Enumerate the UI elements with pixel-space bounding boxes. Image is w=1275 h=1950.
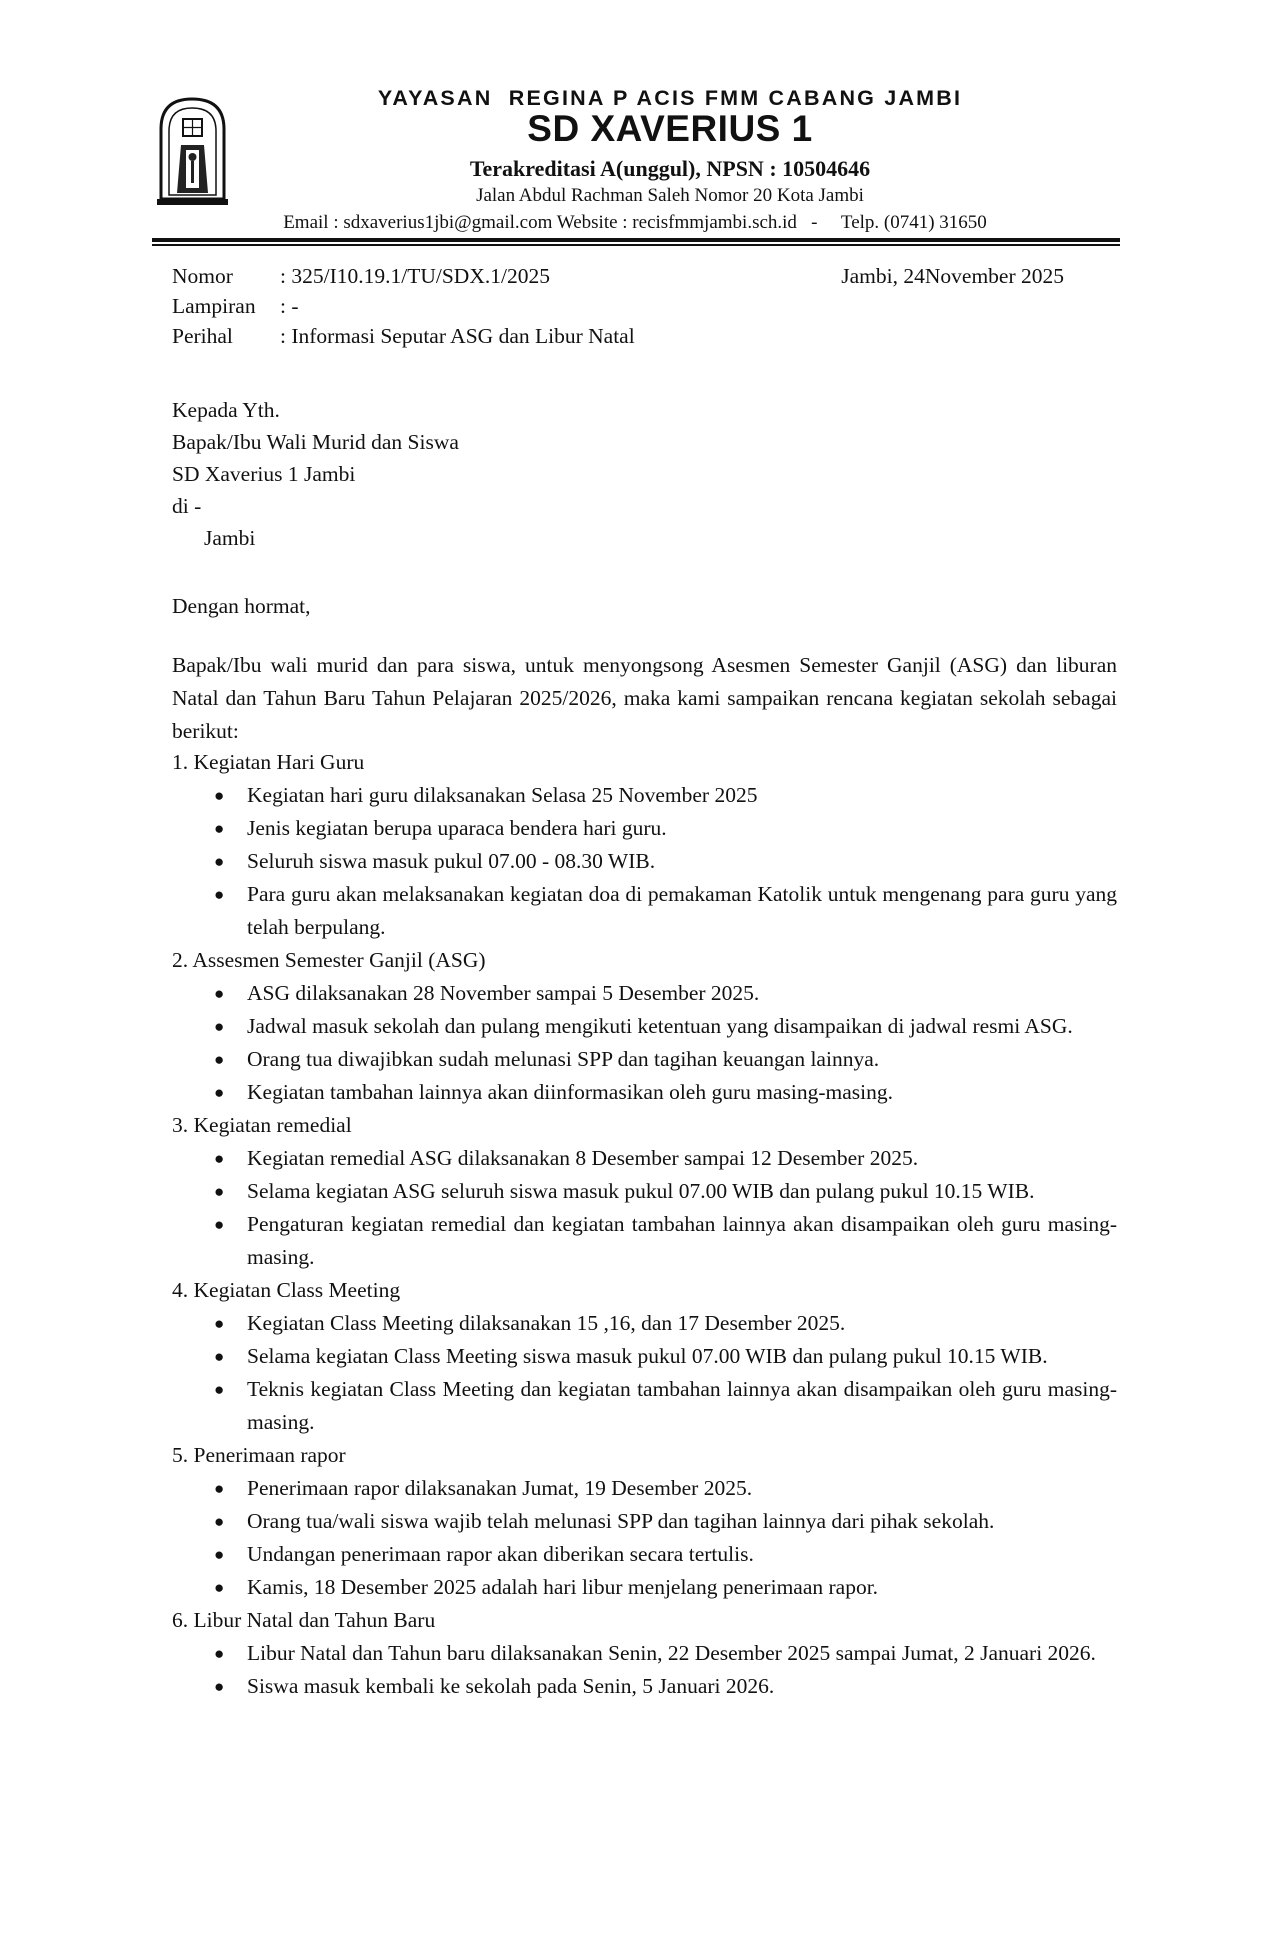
section-title-text: Kegiatan Class Meeting [193,1278,401,1302]
section-title [172,1274,1117,1307]
recipient-line: SD Xaverius 1 Jambi [172,462,356,486]
section-title [172,1439,1117,1472]
section-title-text: Libur Natal dan Tahun Baru [193,1608,436,1632]
bullet-icon: ● [214,1578,225,1597]
section [172,1274,1117,1439]
bullet-icon: ● [214,1347,225,1366]
list-item [214,1043,1117,1076]
section-title-text: Kegiatan Hari Guru [193,750,365,774]
section-title [172,1604,1117,1637]
bullet-icon: ● [214,1479,225,1498]
school-logo-emblem [155,95,230,207]
number-label: Nomor [172,264,233,288]
bullet-icon: ● [214,852,225,871]
list-item [214,1142,1117,1175]
meta-number-row [172,261,1092,291]
bullet-list [172,1637,1117,1703]
list-item-text: Orang tua/wali siswa wajib telah melunasi SPP dan tagihan lainnya dari pihak sekolah. [247,1509,995,1533]
list-item [214,1010,1117,1043]
bullet-icon: ● [214,1677,225,1696]
bullet-icon: ● [214,1644,225,1663]
letter-subject: : Informasi Seputar ASG dan Libur Natal [280,321,635,351]
attachment-value: : - [280,291,299,321]
section [172,944,1117,1109]
activity-sections [172,746,1117,1703]
list-item-text: Undangan penerimaan rapor akan diberikan secara tertulis. [247,1542,754,1566]
bullet-list [172,779,1117,944]
school-address: Jalan Abdul Rachman Saleh Nomor 20 Kota Jambi [476,185,864,206]
bullet-list [172,977,1117,1109]
section [172,1109,1117,1274]
bullet-icon: ● [214,984,225,1003]
bullet-list [172,1472,1117,1604]
intro-paragraph: Bapak/Ibu wali murid dan para siswa, untuk menyongsong Asesmen Semester Ganjil (ASG) dan liburan Natal dan Tahun Baru Tahun Pelajaran 2025/2026, maka kami sampaikan rencana kegiatan sekolah sebagai berikut: [172,653,1117,743]
list-item [214,1373,1117,1439]
bullet-icon: ● [214,1182,225,1201]
foundation-name: YAYASAN REGINA P ACIS FMM CABANG JAMBI [377,86,963,110]
list-item [214,1538,1117,1571]
section-number: 2 . [172,948,192,972]
list-item-text: Selama kegiatan ASG seluruh siswa masuk pukul 07.00 WIB dan pulang pukul 10.15 WIB. [247,1179,1035,1203]
recipient-block [172,394,459,554]
list-item [214,845,1117,878]
list-item-text: Kegiatan hari guru dilaksanakan Selasa 25 November 2025 [247,783,758,807]
recipient-line: Kepada Yth. [172,398,280,422]
section-number: 3 . [172,1113,194,1137]
recipient-city: Jambi [204,526,256,550]
list-item [214,1637,1117,1670]
list-item [214,1670,1117,1703]
list-item [214,812,1117,845]
bullet-list [172,1142,1117,1274]
letter-date: Jambi, 24November 2025 [841,264,1064,288]
letterhead-divider-thick [152,238,1120,242]
letterhead-divider-thin [152,244,1120,246]
list-item-text: Kamis, 18 Desember 2025 adalah hari libur menjelang penerimaan rapor. [247,1575,879,1599]
section [172,746,1117,944]
section [172,1604,1117,1703]
meta-subject-row [172,321,1092,351]
section-title-text: Kegiatan remedial [193,1113,352,1137]
section-number: 4 . [172,1278,194,1302]
section-number: 6 . [172,1608,194,1632]
subject-label: Perihal [172,324,233,348]
list-item-text: Kegiatan tambahan lainnya akan diinformasikan oleh guru masing-masing. [247,1080,894,1104]
section-title [172,1109,1117,1142]
list-item [214,1472,1117,1505]
bullet-icon: ● [214,1512,225,1531]
list-item-text: Selama kegiatan Class Meeting siswa masuk pukul 07.00 WIB dan pulang pukul 10.15 WIB. [247,1344,1048,1368]
bullet-icon: ● [214,1050,225,1069]
bullet-icon: ● [214,1017,225,1036]
bullet-icon: ● [214,885,225,904]
section-title-text: Assesmen Semester Ganjil (ASG) [192,948,486,972]
bullet-icon: ● [214,1149,225,1168]
list-item-text: Orang tua diwajibkan sudah melunasi SPP dan tagihan keuangan lainnya. [247,1047,880,1071]
list-item-text: Seluruh siswa masuk pukul 07.00 - 08.30 WIB. [247,849,656,873]
section-number: 5 . [172,1443,194,1467]
list-item-text: Para guru akan melaksanakan kegiatan doa di pemakaman Katolik untuk mengenang para guru yang telah berpulang. [247,882,1117,939]
list-item-text: Kegiatan remedial ASG dilaksanakan 8 Desember sampai 12 Desember 2025. [247,1146,919,1170]
list-item-text: Teknis kegiatan Class Meeting dan kegiatan tambahan lainnya akan disampaikan oleh guru masing-masing. [247,1377,1117,1434]
list-item-text: Pengaturan kegiatan remedial dan kegiatan tambahan lainnya akan disampaikan oleh guru masing-masing. [247,1212,1117,1269]
bullet-icon: ● [214,1545,225,1564]
section-title-text: Penerimaan rapor [193,1443,346,1467]
meta-attachment-row [172,291,1092,321]
letter-meta [172,261,1092,351]
section-title [172,746,1117,779]
recipient-line: Bapak/Ibu Wali Murid dan Siswa [172,430,459,454]
section-title [172,944,1117,977]
list-item [214,1505,1117,1538]
bullet-icon: ● [214,819,225,838]
bullet-icon: ● [214,1380,225,1399]
school-name: SD XAVERIUS 1 [527,108,813,149]
recipient-line: di - [172,494,202,518]
section [172,1439,1117,1604]
list-item [214,977,1117,1010]
greeting: Dengan hormat, [172,594,311,618]
bullet-icon: ● [214,786,225,805]
bullet-list [172,1307,1117,1439]
list-item-text: Penerimaan rapor dilaksanakan Jumat, 19 Desember 2025. [247,1476,753,1500]
list-item [214,1340,1117,1373]
list-item [214,1208,1117,1274]
list-item-text: Kegiatan Class Meeting dilaksanakan 15 ,16, dan 17 Desember 2025. [247,1311,846,1335]
contact-line: Email : sdxaverius1jbi@gmail.com Website : recisfmmjambi.sch.id - Telp. (0741) 31650 [283,212,987,233]
list-item [214,1076,1117,1109]
bullet-icon: ● [214,1083,225,1102]
bullet-icon: ● [214,1215,225,1234]
list-item-text: ASG dilaksanakan 28 November sampai 5 Desember 2025. [247,981,760,1005]
accreditation-line: Terakreditasi A(unggul), NPSN : 10504646 [469,156,871,181]
bullet-icon: ● [214,1314,225,1333]
list-item [214,779,1117,812]
list-item-text: Siswa masuk kembali ke sekolah pada Senin, 5 Januari 2026. [247,1674,775,1698]
list-item-text: Libur Natal dan Tahun baru dilaksanakan Senin, 22 Desember 2025 sampai Jumat, 2 Januari 2026. [247,1641,1096,1665]
section-number: 1 . [172,750,194,774]
list-item-text: Jadwal masuk sekolah dan pulang mengikuti ketentuan yang disampaikan di jadwal resmi ASG. [247,1014,1073,1038]
list-item [214,1307,1117,1340]
attachment-label: Lampiran [172,294,256,318]
letter-number: : 325/I10.19.1/TU/SDX.1/2025 [280,261,550,291]
list-item [214,1571,1117,1604]
list-item [214,1175,1117,1208]
list-item-text: Jenis kegiatan berupa uparaca bendera hari guru. [247,816,667,840]
list-item [214,878,1117,944]
